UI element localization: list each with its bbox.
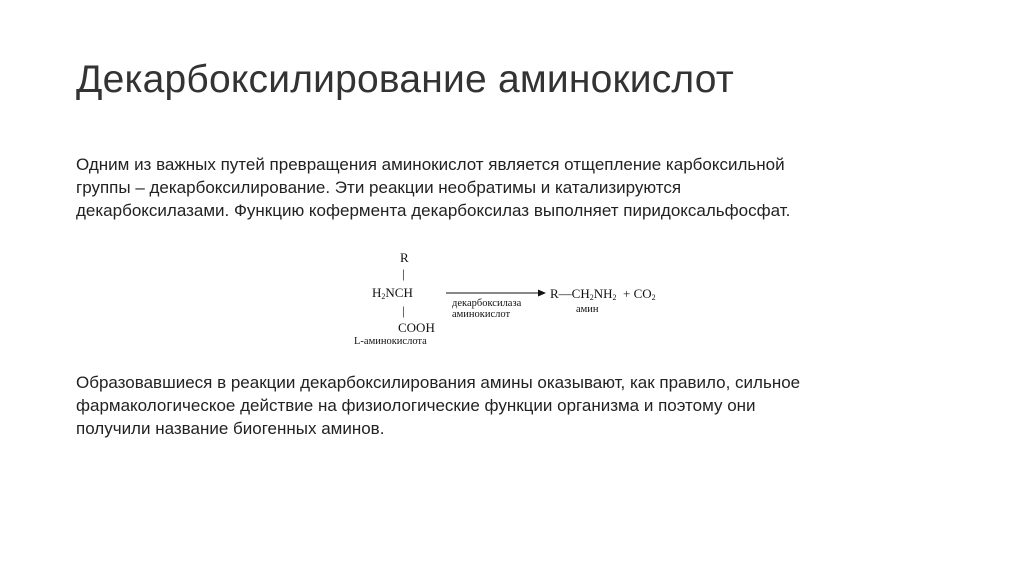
product-subscript-1: 2 — [589, 293, 594, 302]
intro-line-3: декарбоксилазами. Функцию кофермента декарбоксилаз выполняет пиридоксальфосфат. — [76, 201, 791, 220]
intro-paragraph — [76, 153, 956, 222]
conclusion-line-2: фармакологическое действие на физиологические функции организма и поэтому они — [76, 396, 756, 415]
product-prefix: R—CH — [550, 286, 590, 301]
carboxyl-group: COOH — [398, 320, 435, 335]
conclusion-line-3: получили название биогенных аминов. — [76, 419, 385, 438]
amine-product-formula — [550, 286, 656, 302]
plus-co: + CO — [623, 286, 652, 301]
amino-acid-h2nch — [372, 285, 413, 301]
r-group: R — [400, 250, 409, 265]
h2-subscript: 2 — [381, 292, 386, 301]
product-label: амин — [576, 304, 599, 315]
h2-label: H — [372, 285, 382, 300]
slide-title: Декарбоксилирование аминокислот — [76, 58, 734, 101]
intro-line-1: Одним из важных путей превращения аминокислот является отщепление карбоксильной — [76, 155, 785, 174]
product-subscript-2: 2 — [612, 293, 617, 302]
bond-top: | — [402, 266, 405, 281]
enzyme-name-line-2: аминокислот — [452, 309, 511, 320]
enzyme-name-line-1: декарбоксилаза — [452, 298, 522, 309]
nch-label: NCH — [385, 285, 413, 300]
reaction-scheme — [340, 248, 700, 352]
conclusion-paragraph — [76, 371, 956, 440]
bond-bottom: | — [402, 303, 405, 318]
co-subscript: 2 — [651, 293, 656, 302]
reaction-arrow — [446, 288, 546, 298]
product-nh: NH — [593, 286, 613, 301]
intro-line-2: группы – декарбоксилирование. Эти реакции необратимы и катализируются — [76, 178, 682, 197]
substrate-label: L-аминокислота — [354, 336, 427, 347]
conclusion-line-1: Образовавшиеся в реакции декарбоксилирования амины оказывают, как правило, сильное — [76, 373, 801, 392]
